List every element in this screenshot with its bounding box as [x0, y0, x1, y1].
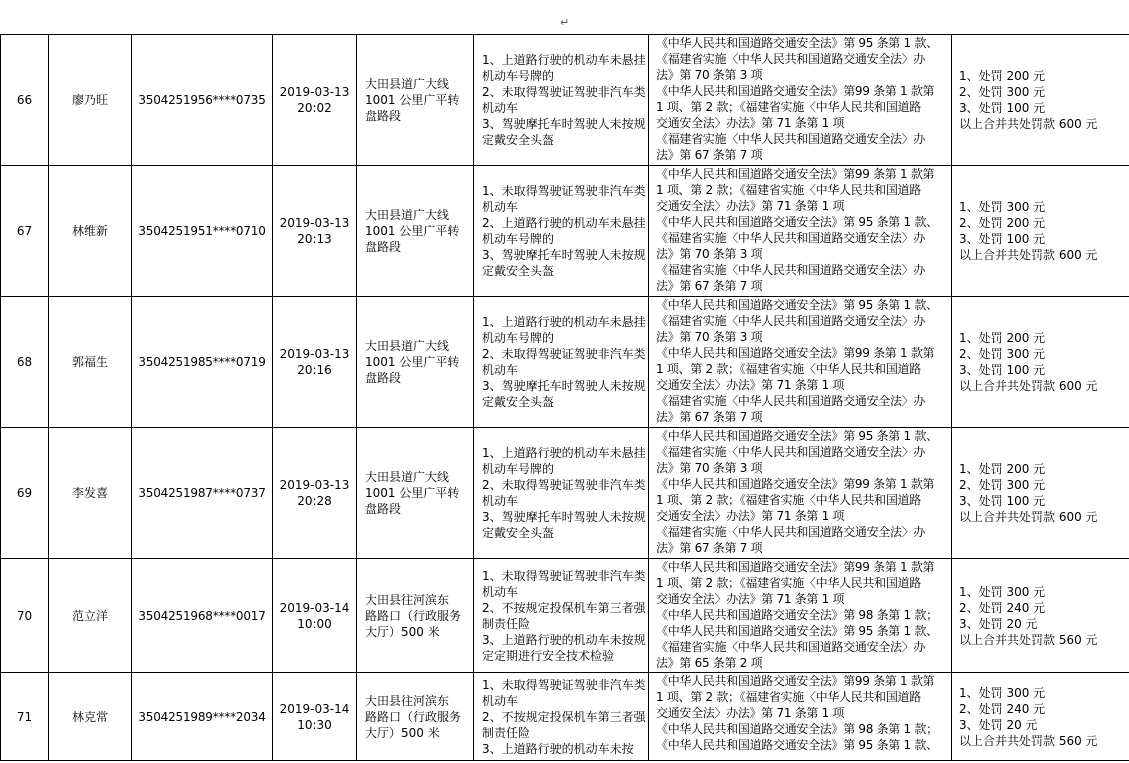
legal-basis-line: 《中华人民共和国道路交通安全法》第99 条第 1 款第 — [656, 477, 935, 491]
location-line: 大厅）500 米 — [365, 725, 440, 740]
violation-item: 2、不按规定投保机车第三者强制责任险 — [482, 600, 646, 631]
violation-date: 2019-03-14 — [279, 600, 350, 615]
legal-basis-line: 1 项、第 2 款；《福建省实施〈中华人民共和国道路 — [656, 576, 921, 590]
person-name: 郭福生 — [71, 355, 108, 369]
penalty-line: 1、处罚 200 元 — [959, 462, 1046, 476]
penalties-cell — [952, 166, 1129, 297]
record-number-cell — [1, 35, 49, 166]
person-name-cell — [49, 559, 132, 673]
location-line: 1001 公里广平转 — [365, 93, 460, 107]
location-line: 盘路段 — [365, 240, 402, 254]
location-line: 1001 公里广平转 — [365, 224, 460, 238]
violation-item: 1、未取得驾驶证驾驶非汽车类机动车 — [482, 184, 646, 214]
location-cell — [357, 673, 474, 761]
id-number: 3504251951****0710 — [138, 224, 266, 238]
id-number-cell — [132, 35, 273, 166]
record-number: 68 — [16, 355, 33, 369]
record-number-cell — [1, 673, 49, 761]
penalties-cell — [952, 428, 1129, 559]
id-number-cell — [132, 297, 273, 428]
datetime-cell — [273, 673, 357, 761]
datetime-cell — [273, 297, 357, 428]
penalty-line: 以上合并共处罚款 560 元 — [959, 632, 1098, 647]
penalty-line: 3、处罚 20 元 — [959, 717, 1038, 732]
id-number: 3504251987****0737 — [138, 486, 266, 500]
legal-basis-line: 1 项、第 2 款；《福建省实施〈中华人民共和国道路 — [656, 493, 921, 507]
penalty-line: 以上合并共处罚款 600 元 — [959, 248, 1098, 262]
legal-basis-line: 《中华人民共和国道路交通安全法》第99 条第 1 款第 — [656, 84, 935, 98]
penalty-line: 2、处罚 300 元 — [959, 347, 1046, 361]
penalty-line: 1、处罚 300 元 — [959, 200, 1046, 214]
violation-item: 3、上道路行驶的机动车未按规定定期进行安全技术检验 — [482, 632, 646, 663]
legal-basis-line: 《中华人民共和国道路交通安全法》第 98 条第 1 款； — [656, 722, 938, 736]
penalties-cell — [952, 673, 1129, 761]
penalty-line: 3、处罚 100 元 — [959, 101, 1046, 115]
violation-item: 2、未取得驾驶证驾驶非汽车类机动车 — [482, 85, 646, 115]
id-number-cell — [132, 673, 273, 761]
person-name: 林克常 — [71, 709, 108, 724]
datetime-cell — [273, 166, 357, 297]
location-line: 大田县往河滨东 — [365, 592, 450, 607]
table-row — [1, 35, 1129, 166]
penalty-line: 2、处罚 240 元 — [959, 701, 1046, 716]
legal-basis-line: 法》第 70 条第 3 项 — [656, 330, 763, 344]
violation-time: 20:13 — [297, 232, 332, 246]
location-line: 盘路段 — [365, 502, 402, 516]
legal-basis-line: 交通安全法〉办法》第 71 条第 1 项 — [656, 199, 845, 213]
penalty-line: 3、处罚 20 元 — [959, 616, 1038, 631]
penalty-line: 1、处罚 200 元 — [959, 331, 1046, 345]
table-row — [1, 297, 1129, 428]
legal-basis-line: 交通安全法〉办法》第 71 条第 1 项 — [656, 592, 845, 606]
legal-basis-line: 《福建省实施〈中华人民共和国道路交通安全法〉办 — [656, 52, 926, 66]
legal-basis-line: 《中华人民共和国道路交通安全法》第 95 条第 1 款、 — [656, 429, 938, 443]
record-number: 70 — [16, 608, 33, 623]
location-cell — [357, 35, 474, 166]
location-line: 1001 公里广平转 — [365, 355, 460, 369]
location-line: 路路口（行政服务 — [365, 608, 462, 623]
penalties-cell — [952, 35, 1129, 166]
legal-basis-line: 《中华人民共和国道路交通安全法》第 95 条第 1 款、 — [656, 738, 938, 752]
violation-date: 2019-03-13 — [279, 478, 350, 492]
legal-basis-line: 1 项、第 2 款；《福建省实施〈中华人民共和国道路 — [656, 183, 921, 197]
penalty-line: 2、处罚 300 元 — [959, 85, 1046, 99]
location-line: 大田县道广大线 — [365, 470, 450, 484]
legal-basis-line: 《中华人民共和国道路交通安全法》第 95 条第 1 款、 — [656, 624, 938, 638]
violation-item: 2、未取得驾驶证驾驶非汽车类机动车 — [482, 478, 646, 508]
legal-basis-line: 法》第 65 条第 2 项 — [656, 656, 763, 670]
legal-basis-line: 1 项、第 2 款；《福建省实施〈中华人民共和国道路 — [656, 100, 921, 114]
violations-cell — [474, 297, 649, 428]
violation-item: 2、上道路行驶的机动车未悬挂机动车号牌的 — [482, 216, 646, 246]
legal-basis-line: 《福建省实施〈中华人民共和国道路交通安全法〉办 — [656, 314, 926, 328]
penalty-line: 1、处罚 300 元 — [959, 685, 1046, 700]
record-number-cell — [1, 428, 49, 559]
legal-basis-line: 《福建省实施〈中华人民共和国道路交通安全法〉办 — [656, 445, 926, 459]
table-row — [1, 166, 1129, 297]
violation-item: 3、上道路行驶的机动车未按 — [482, 741, 634, 756]
location-cell — [357, 428, 474, 559]
legal-basis-line: 1 项、第 2 款；《福建省实施〈中华人民共和国道路 — [656, 362, 921, 376]
record-number: 67 — [16, 224, 33, 238]
location-cell — [357, 297, 474, 428]
legal-basis-line: 法》第 70 条第 3 项 — [656, 247, 763, 261]
legal-basis-cell — [649, 166, 952, 297]
record-number-cell — [1, 297, 49, 428]
datetime-cell — [273, 35, 357, 166]
penalty-line: 1、处罚 300 元 — [959, 584, 1046, 599]
location-line: 盘路段 — [365, 109, 402, 123]
id-number-cell — [132, 428, 273, 559]
id-number: 3504251985****0719 — [138, 355, 266, 369]
record-number: 69 — [16, 486, 33, 500]
location-line: 大田县道广大线 — [365, 339, 450, 353]
legal-basis-line: 《福建省实施〈中华人民共和国道路交通安全法〉办 — [656, 640, 926, 654]
penalty-line: 3、处罚 100 元 — [959, 494, 1046, 508]
record-number: 66 — [16, 93, 33, 107]
penalties-cell — [952, 559, 1129, 673]
penalty-line: 2、处罚 300 元 — [959, 478, 1046, 492]
person-name: 林维新 — [71, 224, 108, 238]
datetime-cell — [273, 559, 357, 673]
violations-cell — [474, 166, 649, 297]
legal-basis-line: 《中华人民共和国道路交通安全法》第99 条第 1 款第 — [656, 560, 935, 574]
legal-basis-line: 交通安全法〉办法》第 71 条第 1 项 — [656, 706, 845, 720]
violation-time: 10:30 — [297, 717, 332, 732]
legal-basis-line: 《福建省实施〈中华人民共和国道路交通安全法〉办 — [656, 525, 926, 539]
paragraph-mark: ↵ — [560, 16, 570, 29]
violation-item: 1、上道路行驶的机动车未悬挂机动车号牌的 — [482, 53, 646, 83]
violation-item: 1、上道路行驶的机动车未悬挂机动车号牌的 — [482, 315, 646, 345]
legal-basis-line: 《中华人民共和国道路交通安全法》第99 条第 1 款第 — [656, 674, 935, 688]
violation-item: 3、驾驶摩托车时驾驶人未按规定戴安全头盔 — [482, 117, 646, 147]
id-number: 3504251968****0017 — [138, 608, 266, 623]
violations-cell — [474, 35, 649, 166]
table-row — [1, 559, 1129, 673]
legal-basis-line: 法》第 67 条第 7 项 — [656, 279, 763, 293]
id-number-cell — [132, 559, 273, 673]
legal-basis-line: 《中华人民共和国道路交通安全法》第 95 条第 1 款、 — [656, 298, 938, 312]
person-name: 范立洋 — [71, 608, 108, 623]
violation-date: 2019-03-13 — [279, 85, 350, 99]
legal-basis-line: 法》第 67 条第 7 项 — [656, 410, 763, 424]
penalty-line: 3、处罚 100 元 — [959, 232, 1046, 246]
violation-time: 20:16 — [297, 363, 332, 377]
legal-basis-cell — [649, 297, 952, 428]
penalty-line: 以上合并共处罚款 600 元 — [959, 379, 1098, 393]
location-line: 大田县道广大线 — [365, 77, 450, 91]
penalty-line: 以上合并共处罚款 560 元 — [959, 733, 1098, 748]
violation-date: 2019-03-13 — [279, 216, 350, 230]
violation-item: 2、未取得驾驶证驾驶非汽车类机动车 — [482, 347, 646, 377]
legal-basis-line: 《中华人民共和国道路交通安全法》第 95 条第 1 款、 — [656, 215, 938, 229]
legal-basis-cell — [649, 673, 952, 761]
violation-item: 1、上道路行驶的机动车未悬挂机动车号牌的 — [482, 446, 646, 476]
record-number-cell — [1, 559, 49, 673]
record-number: 71 — [16, 709, 33, 724]
penalty-line: 1、处罚 200 元 — [959, 69, 1046, 83]
table-row — [1, 673, 1129, 761]
location-line: 大田县往河滨东 — [365, 693, 450, 708]
violation-item: 2、不按规定投保机车第三者强制责任险 — [482, 709, 646, 740]
violation-time: 20:28 — [297, 494, 332, 508]
violation-item: 1、未取得驾驶证驾驶非汽车类机动车 — [482, 677, 646, 708]
legal-basis-line: 法》第 70 条第 3 项 — [656, 461, 763, 475]
violation-time: 10:00 — [297, 616, 332, 631]
legal-basis-line: 法》第 67 条第 7 项 — [656, 541, 763, 555]
penalty-line: 2、处罚 240 元 — [959, 600, 1046, 615]
violations-cell — [474, 428, 649, 559]
penalty-line: 以上合并共处罚款 600 元 — [959, 510, 1098, 524]
person-name: 廖乃旺 — [71, 93, 108, 107]
penalty-records-table — [0, 34, 1129, 761]
legal-basis-line: 《福建省实施〈中华人民共和国道路交通安全法〉办 — [656, 263, 926, 277]
location-line: 路路口（行政服务 — [365, 709, 462, 724]
location-cell — [357, 559, 474, 673]
table-row — [1, 428, 1129, 559]
violation-item: 3、驾驶摩托车时驾驶人未按规定戴安全头盔 — [482, 248, 646, 278]
legal-basis-line: 交通安全法〉办法》第 71 条第 1 项 — [656, 116, 845, 130]
location-line: 1001 公里广平转 — [365, 486, 460, 500]
legal-basis-line: 法》第 70 条第 3 项 — [656, 68, 763, 82]
legal-basis-cell — [649, 428, 952, 559]
records-body — [1, 35, 1129, 761]
penalty-line: 以上合并共处罚款 600 元 — [959, 117, 1098, 131]
legal-basis-line: 《福建省实施〈中华人民共和国道路交通安全法〉办 — [656, 394, 926, 408]
legal-basis-line: 《中华人民共和国道路交通安全法》第 98 条第 1 款； — [656, 608, 938, 622]
person-name-cell — [49, 35, 132, 166]
location-cell — [357, 166, 474, 297]
legal-basis-line: 《中华人民共和国道路交通安全法》第 95 条第 1 款、 — [656, 36, 938, 50]
person-name-cell — [49, 297, 132, 428]
violation-item: 3、驾驶摩托车时驾驶人未按规定戴安全头盔 — [482, 510, 646, 540]
legal-basis-line: 《中华人民共和国道路交通安全法》第99 条第 1 款第 — [656, 167, 935, 181]
violation-date: 2019-03-14 — [279, 701, 350, 716]
person-name: 李发喜 — [71, 486, 108, 500]
datetime-cell — [273, 428, 357, 559]
location-line: 大厅）500 米 — [365, 624, 440, 639]
person-name-cell — [49, 428, 132, 559]
violations-cell — [474, 559, 649, 673]
violation-item: 3、驾驶摩托车时驾驶人未按规定戴安全头盔 — [482, 379, 646, 409]
location-line: 盘路段 — [365, 371, 402, 385]
record-number-cell — [1, 166, 49, 297]
id-number-cell — [132, 166, 273, 297]
violation-time: 20:02 — [297, 101, 332, 115]
legal-basis-line: 交通安全法〉办法》第 71 条第 1 项 — [656, 509, 845, 523]
penalty-line: 2、处罚 200 元 — [959, 216, 1046, 230]
penalty-line: 3、处罚 100 元 — [959, 363, 1046, 377]
penalties-cell — [952, 297, 1129, 428]
legal-basis-cell — [649, 559, 952, 673]
violation-date: 2019-03-13 — [279, 347, 350, 361]
legal-basis-line: 《福建省实施〈中华人民共和国道路交通安全法〉办 — [656, 231, 926, 245]
legal-basis-line: 《福建省实施〈中华人民共和国道路交通安全法〉办 — [656, 132, 926, 146]
person-name-cell — [49, 673, 132, 761]
person-name-cell — [49, 166, 132, 297]
legal-basis-line: 1 项、第 2 款；《福建省实施〈中华人民共和国道路 — [656, 690, 921, 704]
legal-basis-line: 《中华人民共和国道路交通安全法》第99 条第 1 款第 — [656, 346, 935, 360]
violations-cell — [474, 673, 649, 761]
legal-basis-line: 交通安全法〉办法》第 71 条第 1 项 — [656, 378, 845, 392]
location-line: 大田县道广大线 — [365, 208, 450, 222]
id-number: 3504251956****0735 — [138, 93, 266, 107]
legal-basis-cell — [649, 35, 952, 166]
id-number: 3504251989****2034 — [138, 709, 266, 724]
legal-basis-line: 法》第 67 条第 7 项 — [656, 148, 763, 162]
violation-item: 1、未取得驾驶证驾驶非汽车类机动车 — [482, 568, 646, 599]
